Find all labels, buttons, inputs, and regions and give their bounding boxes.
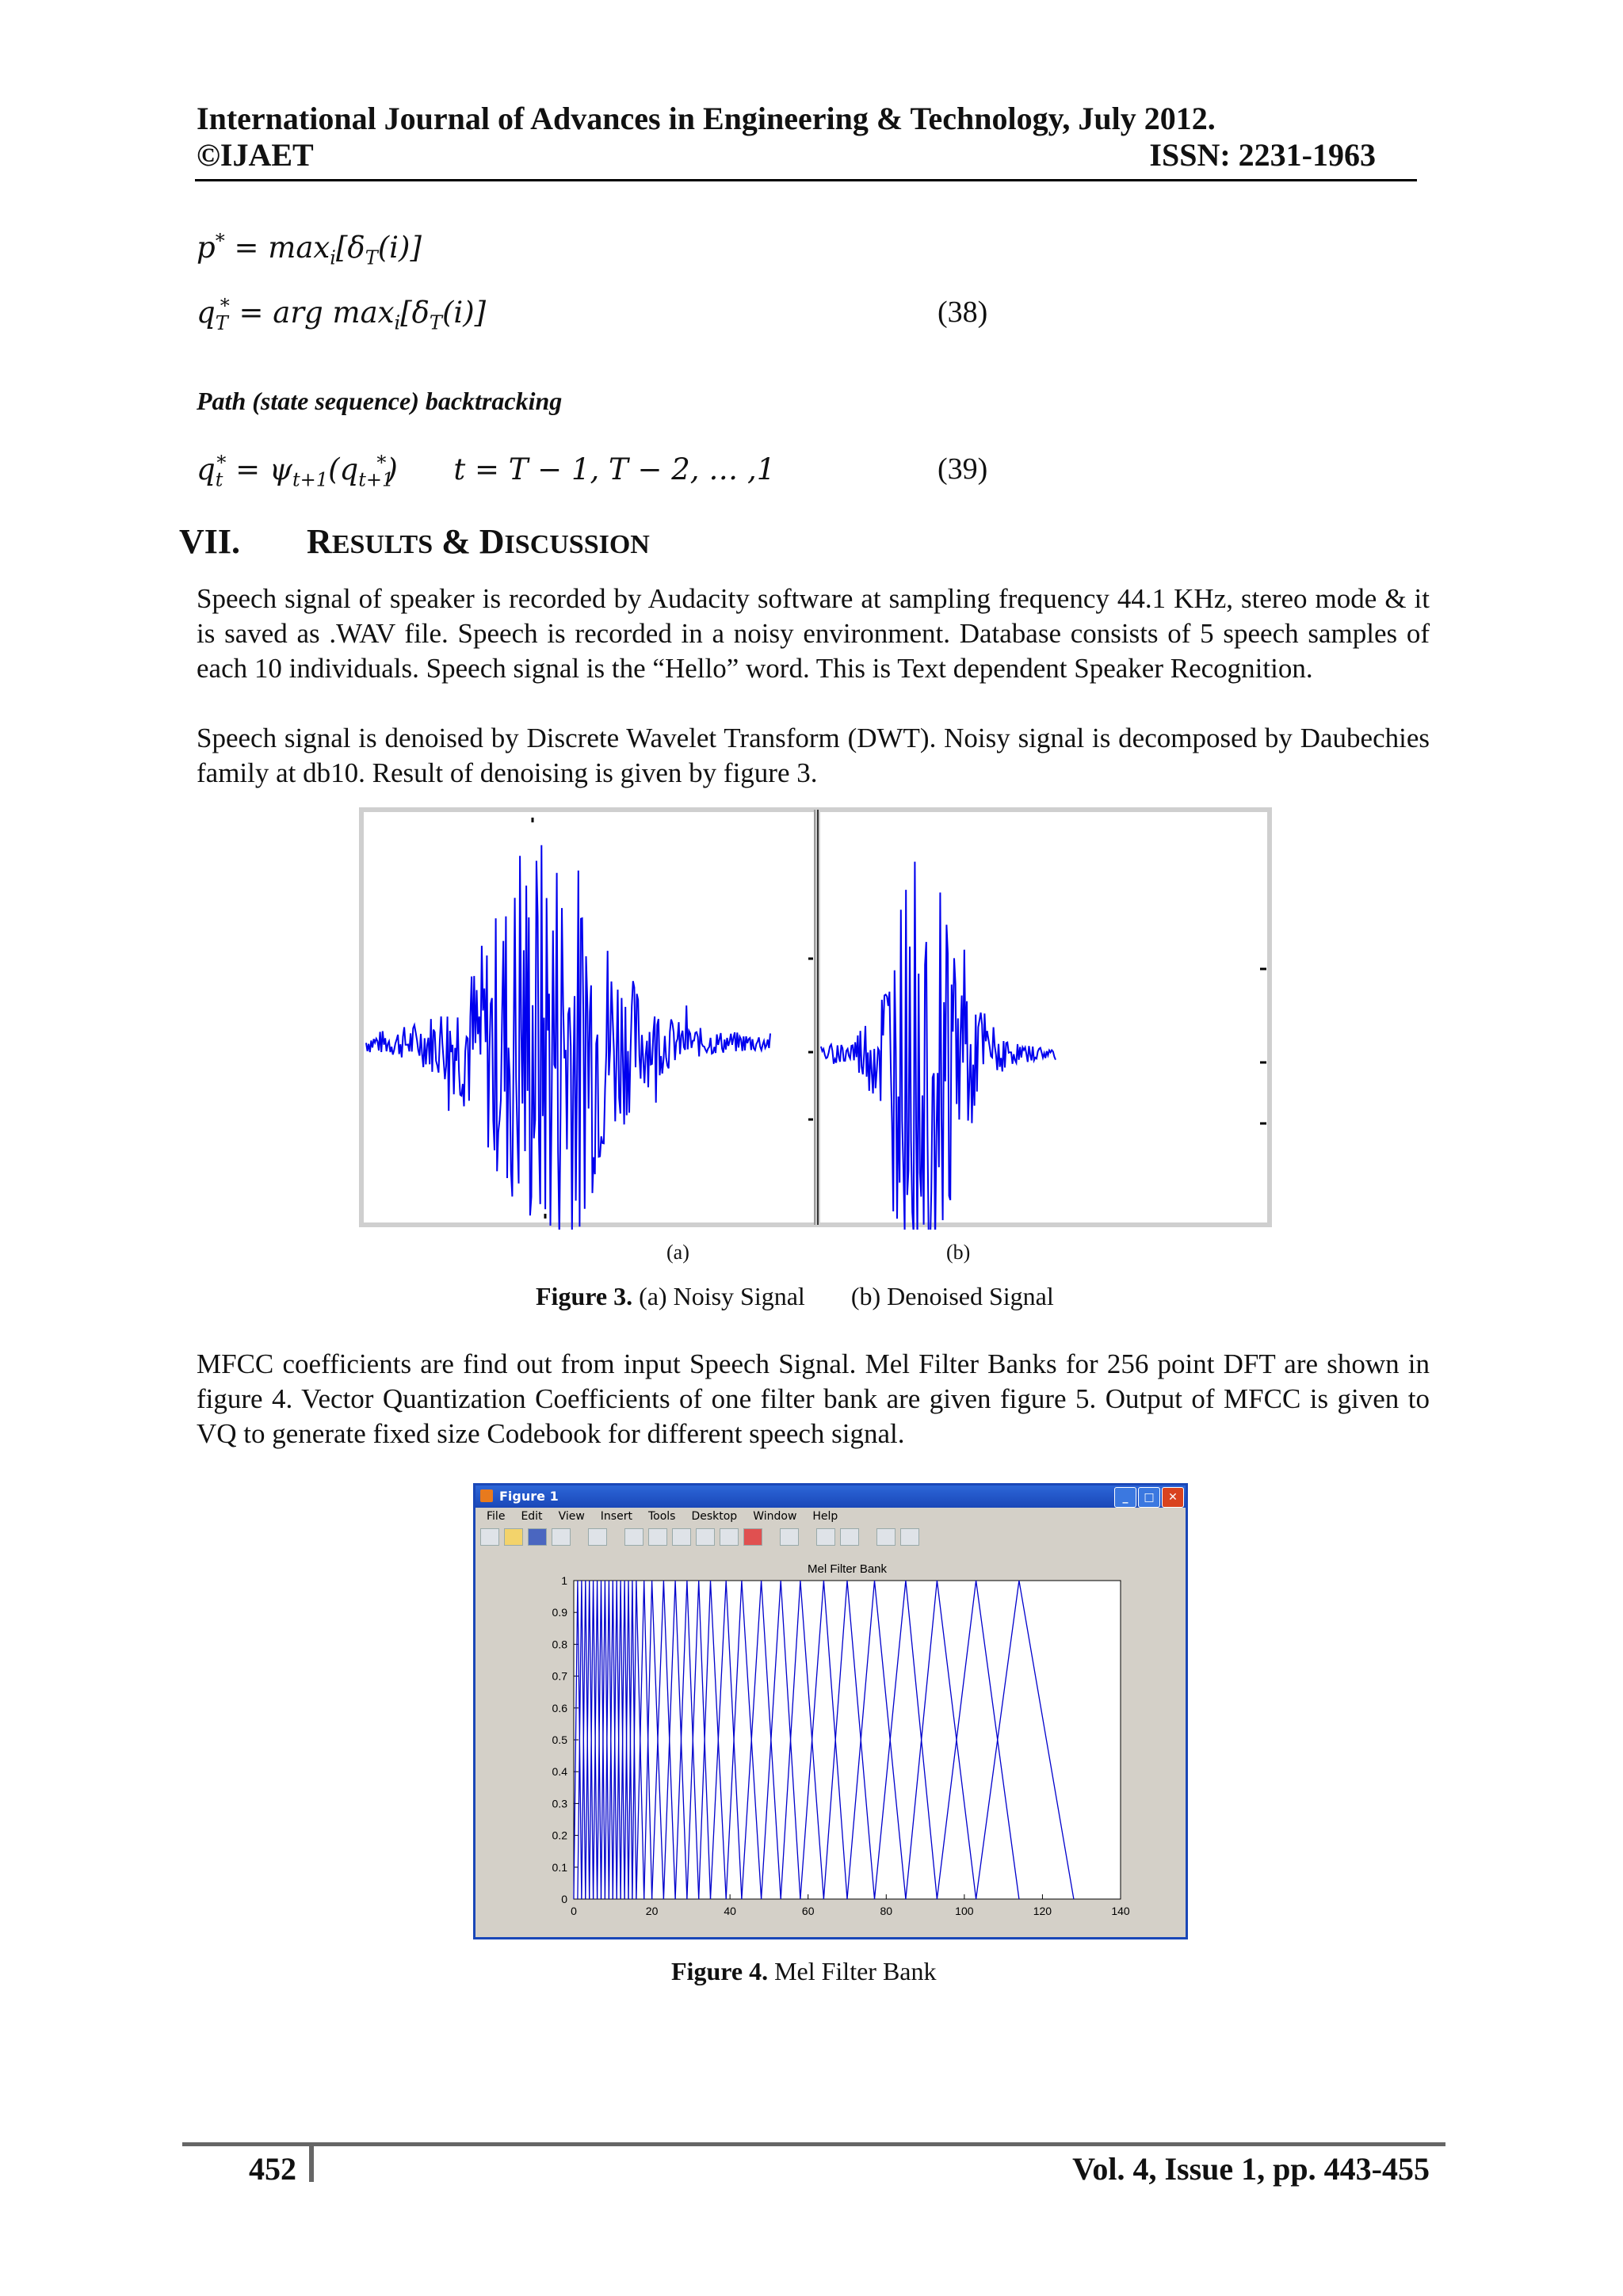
- issn: ISSN: 2231-1963: [1149, 137, 1376, 173]
- paragraph-mfcc: MFCC coefficients are find out from input Speech Signal. Mel Filter Banks for 256 point DFT are shown in figure 4. Vector Quantization Coefficients of one filter bank are given figure 5. Output of MFCC is given to VQ to generate fixed size Codebook for different speech signal.: [197, 1348, 1430, 1449]
- equation-p-star: $p^* = \max_i[\delta_T(i)]$: [197, 230, 422, 269]
- x-tick-label: 100: [955, 1905, 974, 1917]
- menu-edit[interactable]: Edit: [521, 1510, 543, 1523]
- y-tick-label: 1: [561, 1574, 567, 1587]
- x-tick-label: 60: [801, 1905, 815, 1917]
- matlab-figure-window: [473, 1483, 1188, 1939]
- y-tick-label: 0.6: [552, 1701, 567, 1714]
- y-tick-label: 0.4: [552, 1765, 567, 1779]
- print-icon[interactable]: [552, 1528, 571, 1546]
- figure-3-image: [358, 807, 1273, 1230]
- zoom-out-icon[interactable]: [648, 1528, 667, 1546]
- journal-title: International Journal of Advances in Engineering & Technology, July 2012.: [197, 101, 1216, 136]
- y-tick-label: 0.5: [552, 1733, 567, 1746]
- rotate-3d-icon[interactable]: [696, 1528, 715, 1546]
- plot-area: [574, 1581, 1121, 1899]
- y-tick-label: 0.3: [552, 1797, 567, 1810]
- save-icon[interactable]: [528, 1528, 547, 1546]
- y-tick-label: 0.8: [552, 1638, 567, 1651]
- equation-number-38: (38): [938, 296, 988, 329]
- figure-3b-label: (b): [946, 1241, 971, 1264]
- zoom-in-icon[interactable]: [624, 1528, 643, 1546]
- data-cursor-icon[interactable]: [720, 1528, 739, 1546]
- figure-3a-label: (a): [666, 1241, 689, 1264]
- colorbar-icon[interactable]: [816, 1528, 835, 1546]
- y-tick-label: 0.7: [552, 1669, 567, 1683]
- section-number: VII.: [179, 522, 241, 561]
- header-rule: [195, 179, 1417, 181]
- x-tick-label: 140: [1111, 1905, 1130, 1917]
- chart-title: Mel Filter Bank: [807, 1562, 888, 1576]
- menu-file[interactable]: File: [487, 1510, 506, 1523]
- link-icon[interactable]: [780, 1528, 799, 1546]
- edit-plot-icon[interactable]: [588, 1528, 607, 1546]
- menu-tools[interactable]: Tools: [647, 1510, 676, 1523]
- x-tick-label: 120: [1033, 1905, 1052, 1917]
- equation-q-star: $q_T^*$ = arg $\max_i[\delta_T(i)]$: [197, 295, 487, 334]
- figure-4-caption: Figure 4. Mel Filter Bank: [671, 1957, 937, 1985]
- figure-3-caption: Figure 3. (a) Noisy Signal (b) Denoised Signal: [536, 1282, 1054, 1310]
- copyright: ©IJAET: [197, 137, 314, 173]
- hide-tools-icon[interactable]: [876, 1528, 896, 1546]
- matlab-logo-icon: [480, 1489, 493, 1502]
- path-heading: Path (state sequence) backtracking: [197, 387, 563, 415]
- section-heading: VII. RESULTS & DISCUSSION: [179, 522, 650, 561]
- minimize-button[interactable]: _: [1114, 1487, 1136, 1508]
- x-tick-label: 0: [571, 1905, 577, 1917]
- toolbar: [480, 1527, 1181, 1547]
- paragraph-denoising: Speech signal is denoised by Discrete Wavelet Transform (DWT). Noisy signal is decomposed by Daubechies family at db10. Result of denoising is given by figure 3.: [197, 723, 1430, 788]
- window-title-bar[interactable]: [475, 1486, 1186, 1508]
- footer-divider: [309, 2144, 314, 2182]
- new-figure-icon[interactable]: [480, 1528, 499, 1546]
- paragraph-recording: Speech signal of speaker is recorded by Audacity software at sampling frequency 44.1 KHz, stereo mode & it is saved as .WAV file. Speech is recorded in a noisy environment. Database consists of 5 speech samples of each 10 individuals. Speech signal is the “Hello” word. This is Text dependent Speaker Recognition.: [197, 583, 1430, 684]
- x-tick-label: 20: [645, 1905, 659, 1917]
- mel-filter-bank-chart: [475, 1549, 1186, 1937]
- maximize-button[interactable]: □: [1138, 1487, 1160, 1508]
- window-title: Figure 1: [499, 1489, 559, 1504]
- pan-icon[interactable]: [672, 1528, 691, 1546]
- equation-number-39: (39): [938, 452, 988, 486]
- close-button[interactable]: ✕: [1162, 1487, 1184, 1508]
- menu-view[interactable]: View: [558, 1510, 585, 1523]
- legend-icon[interactable]: [840, 1528, 859, 1546]
- volume-info: Vol. 4, Issue 1, pp. 443-455: [1072, 2151, 1430, 2187]
- menu-bar: [475, 1508, 1186, 1525]
- y-tick-label: 0.2: [552, 1829, 567, 1842]
- menu-help[interactable]: Help: [812, 1510, 838, 1523]
- x-tick-label: 80: [880, 1905, 893, 1917]
- show-tools-icon[interactable]: [900, 1528, 919, 1546]
- menu-desktop[interactable]: Desktop: [691, 1510, 738, 1523]
- x-tick-label: 40: [724, 1905, 736, 1917]
- equation-backtracking: $q_t^* = \psi_{t+1}(q_{t+1}^*)$ t = T − 1, T − 2, … ,1: [197, 452, 776, 491]
- brush-icon[interactable]: [743, 1528, 762, 1546]
- footer-rule: [182, 2142, 1445, 2146]
- y-tick-label: 0.9: [552, 1606, 567, 1619]
- y-tick-label: 0.1: [552, 1860, 567, 1874]
- menu-window[interactable]: Window: [753, 1510, 797, 1523]
- open-file-icon[interactable]: [504, 1528, 523, 1546]
- menu-insert[interactable]: Insert: [600, 1510, 632, 1523]
- y-tick-label: 0: [561, 1893, 567, 1905]
- page-number: 452: [249, 2151, 296, 2187]
